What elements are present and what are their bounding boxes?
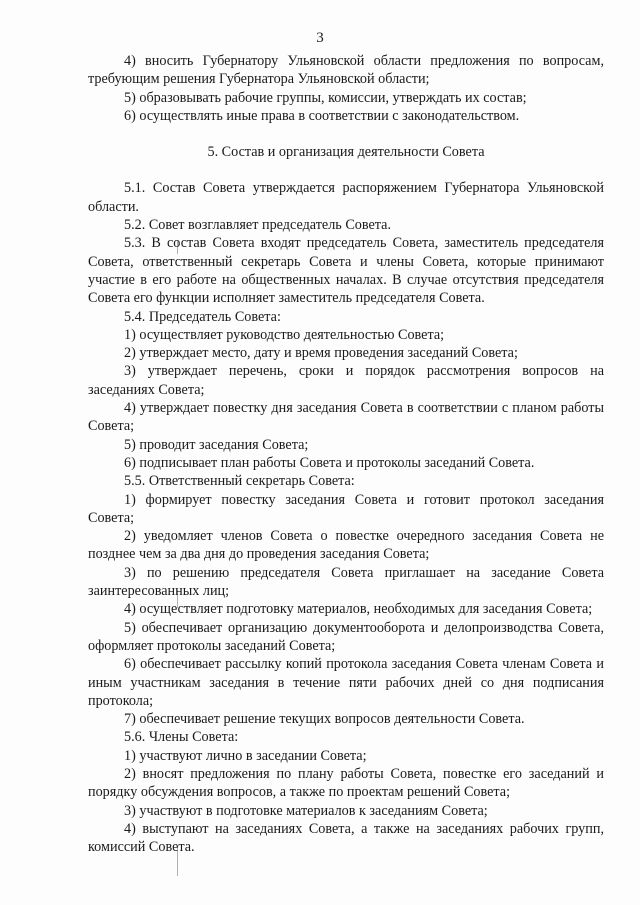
paragraph: 2) уведомляет членов Совета о повестке очередного заседания Совета не позднее чем за два дня до проведения заседания Совета; xyxy=(88,528,604,563)
paragraph: 2) вносят предложения по плану работы Совета, повестке его заседаний и порядку обсуждения вопросов, а также по проектам решений Совета; xyxy=(88,765,604,801)
paragraph: 6) осуществлять иные права в соответствии с законодательством. xyxy=(124,107,520,124)
paragraph: 5.5. Ответственный секретарь Совета: xyxy=(124,473,355,490)
page-number: 3 xyxy=(316,30,324,46)
paragraph: 3) утверждает перечень, сроки и порядок рассмотрения вопросов на заседаниях Совета; xyxy=(88,363,604,398)
paragraph: 4) выступают на заседаниях Совета, а также на заседаниях рабочих групп, комиссий Совета. xyxy=(88,820,604,856)
paragraph: 4) осуществляет подготовку материалов, необходимых для заседания Совета; xyxy=(124,601,593,618)
paragraph: 3) участвуют в подготовке материалов к заседаниям Совета; xyxy=(124,802,488,819)
section-heading: 5. Состав и организация деятельности Совета xyxy=(207,144,485,161)
paragraph: 1) участвуют лично в заседании Совета; xyxy=(124,747,367,764)
paragraph: 5) проводит заседания Совета; xyxy=(124,436,309,453)
paragraph: 5.4. Председатель Совета: xyxy=(124,308,281,325)
paragraph: 5) обеспечивает организацию документооборота и делопроизводства Совета, оформляет протоколы заседаний Совета; xyxy=(88,619,604,654)
paragraph: 5.1. Состав Совета утверждается распоряжением Губернатора Ульяновской области. xyxy=(88,180,604,215)
paragraph: 1) осуществляет руководство деятельностью Совета; xyxy=(124,326,445,343)
paragraph: 6) подписывает план работы Совета и протоколы заседаний Совета. xyxy=(124,454,535,471)
paragraph: 2) утверждает место, дату и время проведения заседаний Совета; xyxy=(124,345,518,362)
paragraph: 1) формирует повестку заседания Совета и готовит протокол заседания Совета; xyxy=(88,491,604,526)
paragraph: 3) по решению председателя Совета приглашает на заседание Совета заинтересованных лиц; xyxy=(88,564,604,600)
paragraph: 5.6. Члены Совета: xyxy=(124,729,239,746)
paragraph: 6) обеспечивает рассылку копий протокола заседания Совета членам Совета и иным участникам заседания в течение пяти рабочих дней со дня подписания протокола; xyxy=(88,656,604,709)
paragraph: 4) вносить Губернатору Ульяновской области предложения по вопросам, требующим решения Губернатора Ульяновской области; xyxy=(88,53,604,88)
paragraph: 7) обеспечивает решение текущих вопросов деятельности Совета. xyxy=(124,711,525,728)
paragraph: 4) утверждает повестку дня заседания Совета в соответствии с планом работы Совета; xyxy=(88,400,604,435)
paragraph: 5.3. В состав Совета входят председатель Совета, заместитель председателя Совета, ответственный секретарь Совета и члены Совета, которые принимают участие в его работе на общественных началах. В случае отсутствия председателя Совета его функции исполняет заместитель председателя Совета. xyxy=(88,235,604,307)
paragraph: 5) образовывать рабочие группы, комиссии, утверждать их состав; xyxy=(124,89,527,106)
paragraph: 5.2. Совет возглавляет председатель Совета. xyxy=(124,217,392,234)
document-body xyxy=(88,52,604,856)
